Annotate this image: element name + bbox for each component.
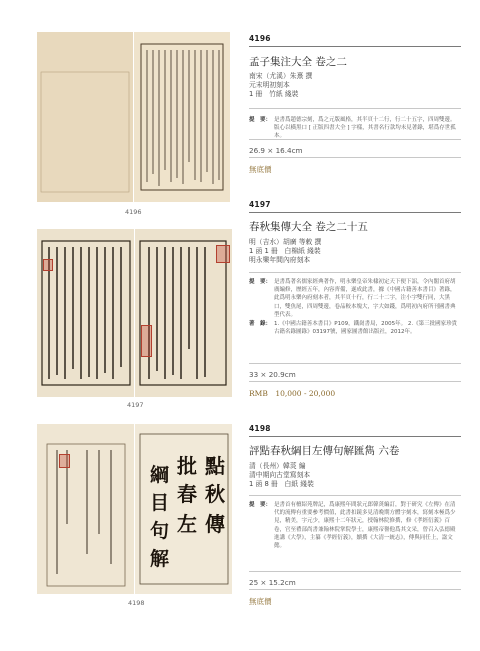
divider [249,495,461,496]
divider [249,108,461,109]
lot-number: 4198 [249,424,271,433]
desc-text: 是書爲趙德宗刻，爲之元版風格，其半頁十二行，行二十五字，四周雙邊。版心以橫黑口 [ 正版四書大全 ] 字樣，其書名行款均未見著錄，堪爲存世孤本。 [274,117,456,140]
desc-label: 提 要： [249,279,272,285]
image-caption: 4196 [125,208,142,216]
book-text-columns [37,424,232,594]
desc-row [249,320,461,336]
divider [249,363,461,364]
lot-meta [249,72,312,100]
desc-row [249,501,461,550]
desc-label: 著 錄： [249,321,272,328]
book-image-4196 [37,32,230,202]
desc-label: 提 要： [249,117,272,123]
lot-price: 無底價 [249,597,272,606]
meta-format: 1 冊 竹紙 綫裝 [249,90,299,99]
book-text-columns [37,229,232,397]
desc-text: 是書爲著名儒家經典著作，明永樂皇帝朱棣初定天下便下詔，令內閣首府胡廣編修，歷經五年，內容齊備，遂成此書，據《中國古籍善本書目》著錄，此爲明永樂內府刻本者，其半頁十行，行二十二字，注小字雙行同，大黑口，雙魚尾，四周雙邊，卷品較本塊大，字大如錢，爲明初內府所刊國書典型代表。 [274,279,456,318]
calligraphy-char: 春 [177,482,197,506]
divider [249,272,461,273]
book-image-4197 [37,229,232,397]
divider [249,436,461,437]
meta-edition: 元末明初刻本 [249,81,290,90]
calligraphy-char: 左 [177,512,197,536]
lot-dimensions: 33 × 20.9cm [249,370,296,379]
divider [249,381,461,382]
lot-title: 孟子集注大全 卷之二 [249,56,347,68]
seal-stamp [43,259,53,271]
image-caption: 4198 [128,599,145,607]
lot-title: 春秋集傳大全 卷之二十五 [249,221,368,233]
lot-dimensions: 25 × 15.2cm [249,578,296,587]
divider [249,571,461,572]
lot-meta [249,462,314,490]
lot-description [249,278,461,336]
seal-stamp [59,454,70,468]
divider [249,139,461,140]
image-caption: 4197 [127,401,144,409]
lot-price: RMB 10,000 - 20,000 [249,389,336,398]
meta-author: 清（長州）韓菼 編 [249,462,306,470]
meta-format: 1 函 8 冊 白紙 綫裝 [249,480,314,489]
lot-meta [249,238,321,266]
divider [249,589,461,590]
meta-author: 明（吉水）胡廣 等敕 撰 [249,238,322,246]
lot-price: 無底價 [249,165,272,174]
meta-author: 南宋（尤溪）朱熹 撰 [249,72,313,80]
divider [249,212,461,213]
lot-number: 4196 [249,34,271,43]
calligraphy-char: 點 [205,454,225,478]
divider [249,46,461,47]
lot-number: 4197 [249,200,271,209]
lot-description [249,116,461,141]
calligraphy-char: 句 [150,520,170,542]
meta-edition: 清中期向古堂寫刻本 [249,471,311,480]
desc-label: 提 要： [249,502,272,508]
meta-edition: 明永樂年間內府刻本 [249,256,311,265]
calligraphy-char: 秋 [205,482,225,506]
calligraphy-char: 綱 [150,464,170,486]
desc-text: 是書首有檀紹苑牌記，爲康熙年間狀元郎韓菼編訂，對于研究《左傳》在清代的流傳有重要參考價值，此書扣鏡多見清晚期方體字刻本，寫刻本極爲少見，精美，字元少，康熙十二年狀元，授翰林院修撰，修《孝經衍義》百卷，官至禮部尚書兼翰林院掌院學士，康熙帝譽他爲其文采，曾召入弘德殿進講《大學》，主纂《孝經衍義》，續撰《大清一統志》，傳與同任上，諡文懿。 [274,502,456,550]
lot-dimensions: 26.9 × 16.4cm [249,146,303,155]
seal-stamp [216,245,230,263]
lot-title: 評點春秋綱目左傳句解匯雋 六卷 [249,445,400,457]
desc-text: 1.《中國古籍善本書目》P109，鐵崗書局，2005年。 2.《第三批國家珍貴古籍名錄圖錄》03197號，國家圖書館出版社，2012年。 [274,321,458,336]
seal-stamp [141,325,152,357]
desc-row [249,278,461,319]
lot-description [249,501,461,550]
divider [249,157,461,158]
desc-row [249,116,461,141]
calligraphy-char: 解 [150,548,170,570]
book-text-columns [37,32,230,202]
calligraphy-char: 批 [177,454,197,478]
calligraphy-char: 目 [150,492,170,514]
calligraphy-char: 傳 [205,512,225,536]
book-image-4198 [37,424,232,594]
meta-format: 1 函 1 冊 白棉紙 綫裝 [249,247,321,256]
